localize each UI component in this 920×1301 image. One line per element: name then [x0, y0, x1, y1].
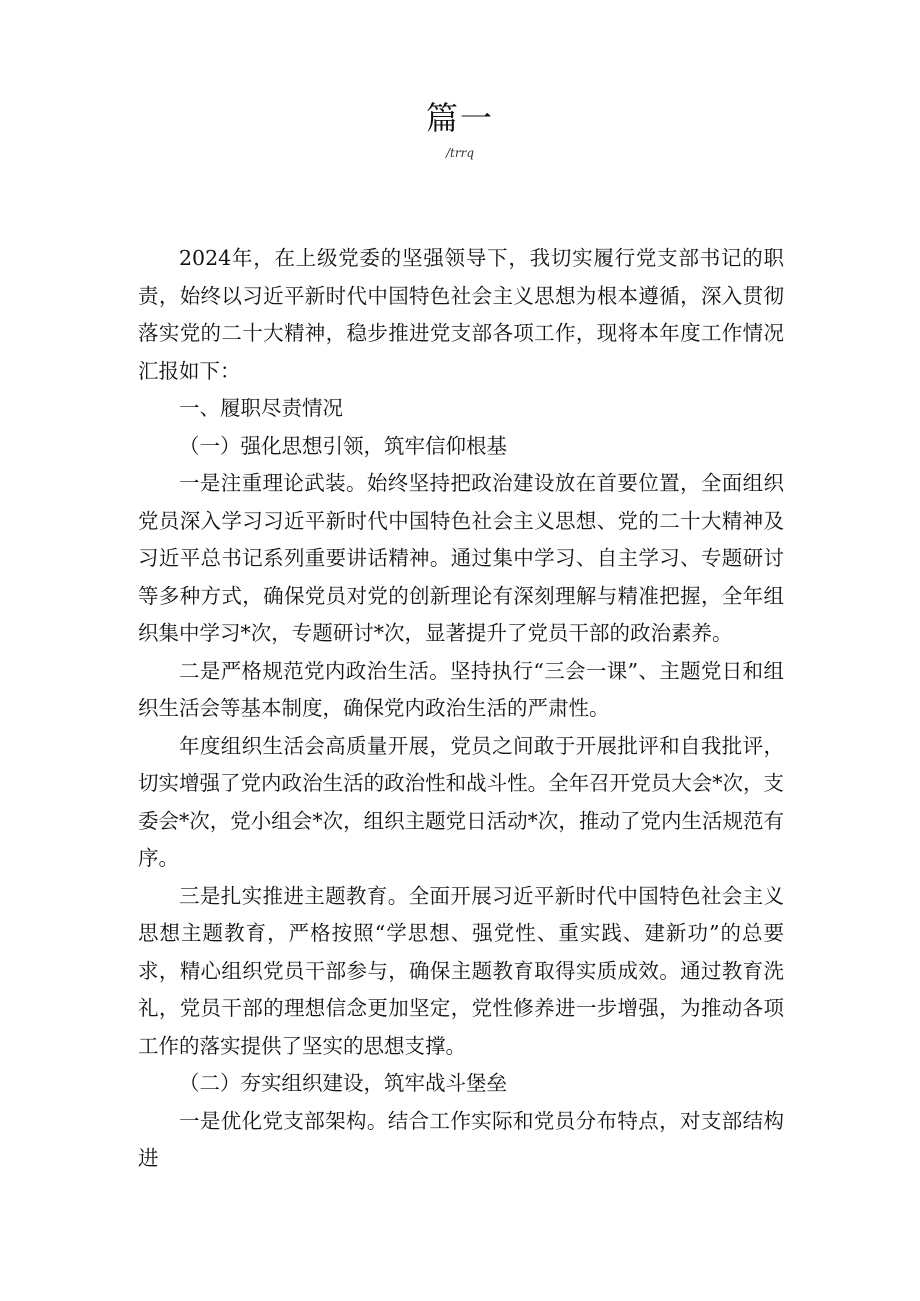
paragraph-theme-education: 三是扎实推进主题教育。全面开展习近平新时代中国特色社会主义思想主题教育，严格按照“学思想、强党性、重实践、建新功”的总要求，精心组织党员干部参与，确保主题教育取得实质成效。通过教育洗礼，党员干部的理想信念更加坚定，党性修养进一步增强，为推动各项工作的落实提供了坚实的思想支撑。	[138, 883, 784, 1058]
document-title: 篇一	[425, 99, 494, 137]
subsection-heading-2: （二）夯实组织建设，筑牢战斗堡垒	[179, 1071, 507, 1095]
document-subtitle: /trrq	[445, 146, 475, 160]
subsection-heading-1: （一）强化思想引领，筑牢信仰根基	[179, 433, 507, 458]
intro-paragraph: 2024年，在上级党委的坚强领导下，我切实履行党支部书记的职责，始终以习近平新时代中国特色社会主义思想为根本遵循，深入贯彻落实党的二十大精神，稳步推进党支部各项工作，现将本年度工作情况汇报如下：	[138, 246, 784, 383]
paragraph-theory-study: 一是注重理论武装。始终坚持把政治建设放在首要位置，全面组织党员深入学习习近平新时代中国特色社会主义思想、党的二十大精神及习近平总书记系列重要讲话精神。通过集中学习、自主学习、专题研讨等多种方式，确保党员对党的创新理论有深刻理解与精准把握，全年组织集中学习*次，专题研讨*次，显著提升了党员干部的政治素养。	[138, 471, 784, 645]
paragraph-party-life: 二是严格规范党内政治生活。坚持执行“三会一课”、主题党日和组织生活会等基本制度，确保党内政治生活的严肃性。	[138, 658, 784, 720]
document-body	[138, 240, 784, 1178]
paragraph-branch-structure: 一是优化党支部架构。结合工作实际和党员分布特点，对支部结构进	[138, 1108, 784, 1170]
paragraph-annual-meeting: 年度组织生活会高质量开展，党员之间敢于开展批评和自我批评，切实增强了党内政治生活的政治性和战斗性。全年召开党员大会*次，支委会*次，党小组会*次，组织主题党日活动*次，推动了党内生活规范有序。	[138, 733, 784, 870]
section-heading-1: 一、履职尽责情况	[179, 396, 343, 420]
